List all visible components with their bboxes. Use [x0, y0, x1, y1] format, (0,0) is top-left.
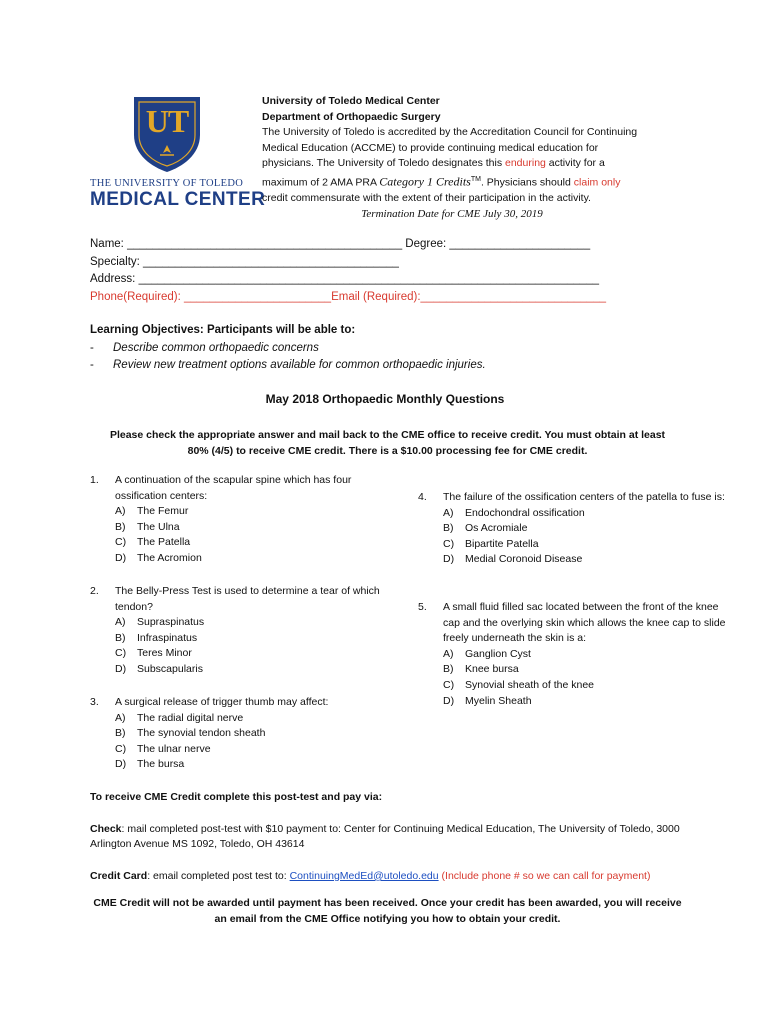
objective-text: Describe common orthopaedic concerns	[113, 341, 319, 354]
option-letter: A)	[443, 647, 454, 660]
question-number: 1.	[90, 474, 99, 486]
department-name: Department of Orthopaedic Surgery	[262, 110, 441, 123]
instructions	[90, 428, 685, 459]
answer-option[interactable]	[115, 662, 410, 678]
answer-option[interactable]	[115, 504, 390, 520]
answer-option[interactable]	[443, 647, 728, 663]
option-text: Teres Minor	[137, 647, 192, 660]
answer-option[interactable]	[115, 535, 390, 551]
answer-option[interactable]	[443, 694, 728, 710]
question-4	[418, 490, 728, 568]
check-payment-text	[90, 822, 685, 853]
logo-medical-center-text: MEDICAL CENTER	[90, 189, 266, 210]
dash: -	[90, 341, 94, 354]
accreditation-line-3	[262, 156, 702, 172]
email-field[interactable]: Email (Required):_____________________________	[331, 290, 607, 303]
accreditation-line-2: Medical Education (ACCME) to provide continuing medical education for	[262, 141, 599, 154]
option-text: Supraspinatus	[137, 616, 205, 629]
option-letter: B)	[115, 520, 126, 533]
phone-field[interactable]: Phone(Required): _______________________	[90, 290, 332, 303]
accreditation-line-1: The University of Toledo is accredited by the Accreditation Council for Continuing	[262, 126, 638, 139]
question-number: 5.	[418, 601, 427, 613]
objective-text: Review new treatment options available for common orthopaedic injuries.	[113, 359, 486, 371]
question-5	[418, 600, 728, 709]
objective-item	[90, 340, 690, 358]
document-title: May 2018 Orthopaedic Monthly Questions	[265, 392, 505, 406]
category-credits-text: Category 1 Credits	[379, 174, 471, 189]
text: activity for a	[545, 157, 605, 170]
question-number: 2.	[90, 585, 99, 597]
option-text: Medial Coronoid Disease	[465, 553, 583, 566]
question-text: The Belly-Press Test is used to determine a tear of which tendon?	[115, 585, 380, 613]
option-letter: D)	[115, 758, 127, 771]
option-text: Bipartite Patella	[465, 537, 539, 550]
claim-only-text: claim only	[573, 176, 621, 189]
option-text: Infraspinatus	[137, 631, 198, 644]
logo-university-text: THE UNIVERSITY OF TOLEDO	[90, 178, 244, 189]
option-text: The bursa	[137, 758, 185, 771]
question-2	[90, 584, 410, 678]
answer-option[interactable]	[115, 757, 390, 773]
card-details: : email completed post test to:	[147, 869, 290, 882]
phone-email-row	[90, 289, 680, 307]
question-text: A small fluid filled sac located between the front of the knee cap and the overlying skin which allows the knee cap to slide freely underneath the skin is a:	[443, 601, 726, 645]
text: . Physicians should	[480, 176, 574, 189]
participant-fields	[90, 236, 680, 306]
check-label: Check	[90, 822, 122, 835]
option-letter: C)	[443, 537, 455, 550]
option-text: The Acromion	[137, 551, 202, 564]
answer-option[interactable]	[443, 521, 728, 537]
phone-note: (Include phone # so we can call for payment)	[438, 869, 651, 882]
option-text: Myelin Sheath	[465, 694, 532, 707]
instructions-line-2: 80% (4/5) to receive CME credit. There is a $10.00 processing fee for CME credit.	[187, 444, 588, 457]
option-text: The Patella	[137, 536, 191, 549]
answer-option[interactable]	[443, 506, 728, 522]
answer-option[interactable]	[115, 631, 410, 647]
option-letter: A)	[115, 616, 126, 629]
university-logo	[90, 95, 266, 215]
specialty-field[interactable]: Specialty: ________________________________________	[90, 255, 399, 268]
answer-option[interactable]	[115, 646, 410, 662]
name-degree-field[interactable]: Name: ___________________________________________ Degree: ______________________	[90, 238, 591, 250]
trademark: TM	[470, 175, 481, 183]
option-text: The ulnar nerve	[137, 742, 211, 755]
payment-footer	[90, 790, 685, 928]
receive-credit-heading: To receive CME Credit complete this post-test and pay via:	[90, 791, 383, 803]
check-details: : mail completed post-test with $10 payment to: Center for Continuing Medical Education, The University of Toledo, 3000 Arlington Avenue MS 1092, Toledo, OH 43614	[90, 822, 680, 851]
option-letter: C)	[443, 678, 455, 691]
answer-option[interactable]	[443, 662, 728, 678]
question-number: 3.	[90, 696, 99, 708]
org-name: University of Toledo Medical Center	[262, 95, 440, 107]
question-text: A surgical release of trigger thumb may affect:	[115, 696, 329, 708]
text: maximum of 2 AMA PRA	[262, 176, 380, 189]
option-letter: D)	[115, 662, 127, 675]
option-letter: C)	[115, 742, 127, 755]
question-number: 4.	[418, 491, 427, 503]
option-text: The Ulna	[137, 520, 180, 533]
answer-option[interactable]	[443, 552, 728, 568]
option-text: Os Acromiale	[465, 522, 528, 535]
monogram: UT	[145, 103, 189, 139]
question-text: A continuation of the scapular spine which has four ossification centers:	[115, 474, 352, 502]
answer-option[interactable]	[115, 742, 390, 758]
option-letter: B)	[443, 663, 454, 676]
option-letter: B)	[115, 727, 126, 740]
ut-shield-icon	[132, 95, 202, 173]
address-field[interactable]: Address: ________________________________________________________________________	[90, 273, 600, 285]
option-text: Endochondral ossification	[465, 506, 585, 519]
option-text: The synovial tendon sheath	[137, 727, 266, 740]
answer-option[interactable]	[115, 726, 390, 742]
credit-card-label: Credit Card	[90, 869, 148, 882]
option-letter: D)	[443, 553, 455, 566]
option-letter: D)	[443, 694, 455, 707]
answer-option[interactable]	[115, 711, 390, 727]
option-text: Subscapularis	[137, 662, 203, 675]
answer-option[interactable]	[115, 551, 390, 567]
card-payment-text	[90, 869, 685, 885]
option-letter: A)	[443, 506, 454, 519]
cme-email-link[interactable]: ContinuingMedEd@utoledo.edu	[289, 869, 439, 882]
dash: -	[90, 359, 94, 371]
instructions-line-1: Please check the appropriate answer and mail back to the CME office to receive credit. You must obtain at least	[109, 429, 666, 441]
accreditation-line-4	[262, 172, 702, 191]
option-text: Knee bursa	[465, 663, 519, 676]
option-text: The radial digital nerve	[137, 711, 244, 724]
answer-option[interactable]	[115, 615, 410, 631]
option-text: Synovial sheath of the knee	[465, 678, 595, 691]
option-letter: B)	[115, 631, 126, 644]
option-letter: C)	[115, 536, 127, 549]
option-letter: D)	[115, 551, 127, 564]
objectives-heading: Learning Objectives: Participants will be able to:	[90, 324, 356, 336]
accreditation-header	[262, 94, 702, 222]
option-letter: C)	[115, 647, 127, 660]
accreditation-line-5: credit commensurate with the extent of their participation in the activity.	[262, 192, 591, 205]
option-letter: A)	[115, 711, 126, 724]
enduring-text: enduring	[505, 157, 546, 170]
final-notice: CME Credit will not be awarded until payment has been received. Once your credit has been awarded, you will receive an email from the CME Office notifying you how to obtain your credit.	[93, 897, 682, 925]
answer-option[interactable]	[443, 537, 728, 553]
question-text: The failure of the ossification centers of the patella to fuse is:	[443, 491, 725, 503]
termination-date: Termination Date for CME July 30, 2019	[361, 207, 543, 220]
option-letter: A)	[115, 505, 126, 518]
question-1	[90, 473, 390, 567]
objective-item	[90, 357, 690, 375]
answer-option[interactable]	[115, 520, 390, 536]
question-3	[90, 695, 390, 773]
option-text: The Femur	[137, 505, 189, 518]
text: physicians. The University of Toledo designates this	[262, 157, 505, 170]
option-letter: B)	[443, 522, 454, 535]
learning-objectives	[90, 322, 690, 375]
option-text: Ganglion Cyst	[465, 647, 531, 660]
answer-option[interactable]	[443, 678, 728, 694]
